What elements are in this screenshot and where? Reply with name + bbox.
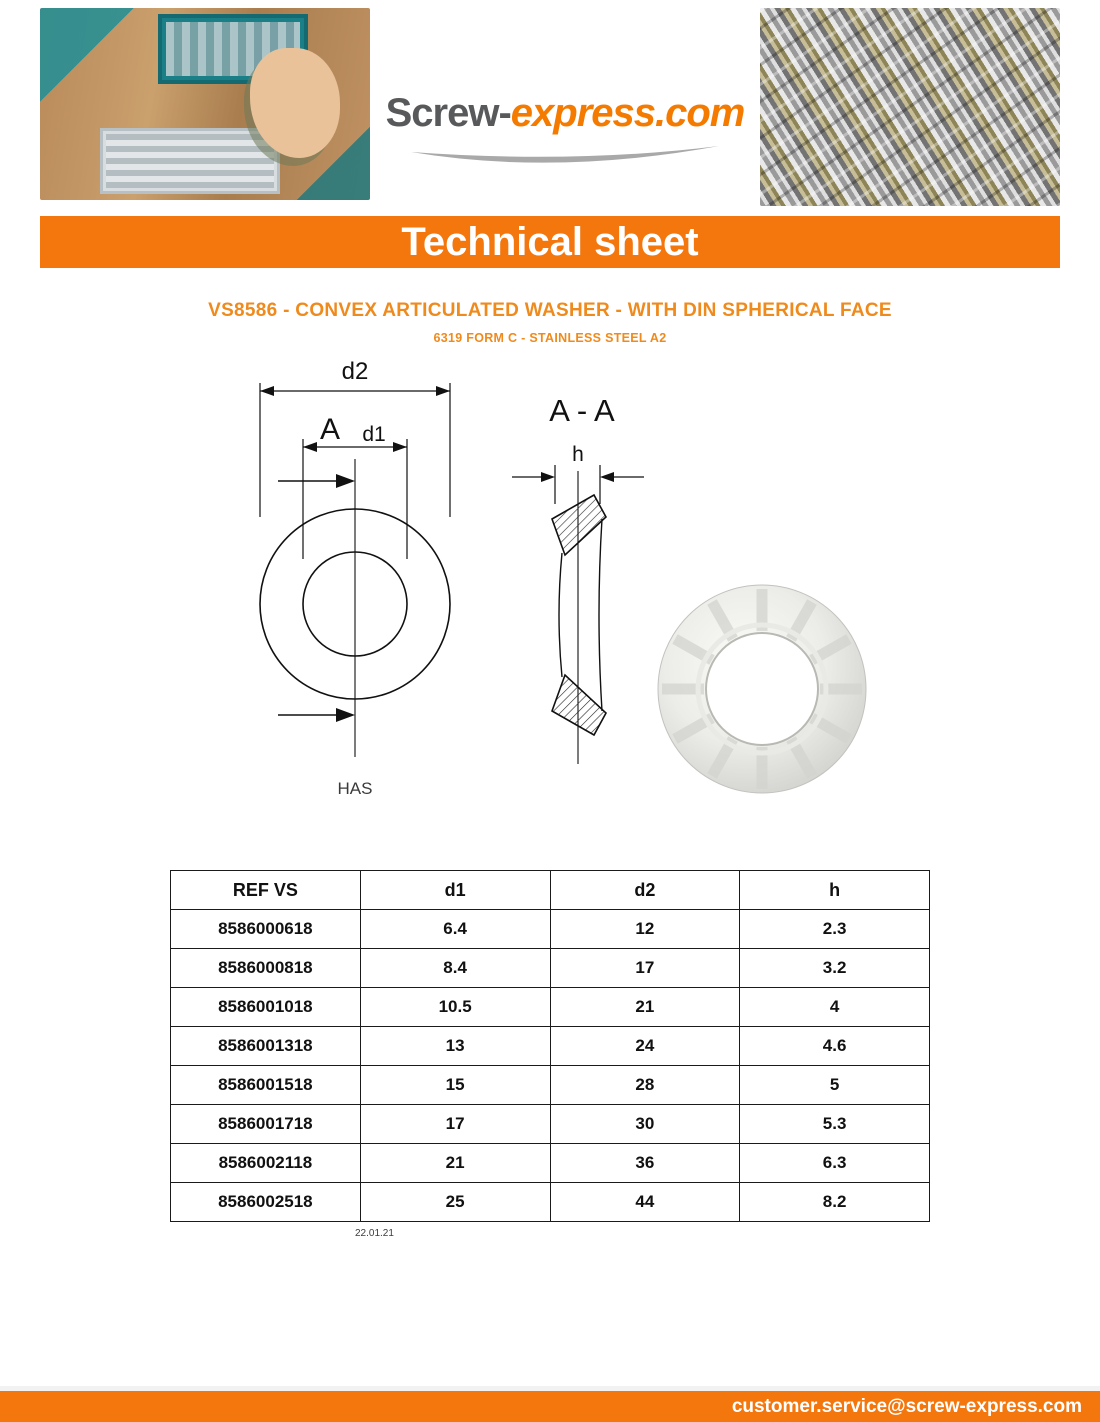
washer-section-view — [552, 471, 606, 764]
table-cell: 8586001718 — [171, 1105, 361, 1144]
header-ref-vs: REF VS — [171, 871, 361, 910]
footer-bar — [0, 1386, 1100, 1422]
table-cell: 8586001018 — [171, 988, 361, 1027]
product-title: VS8586 - CONVEX ARTICULATED WASHER - WITH DIN SPHERICAL FACE — [208, 300, 892, 321]
table-cell: 5 — [740, 1066, 930, 1105]
header — [0, 0, 1100, 210]
spec-table — [170, 870, 930, 1222]
table-row — [171, 1144, 930, 1183]
hardware-workbench-photo — [40, 8, 370, 200]
table-cell: 30 — [550, 1105, 740, 1144]
table-cell: 6.4 — [360, 910, 550, 949]
table-cell: 4.6 — [740, 1027, 930, 1066]
brand-logo-suffix: express.com — [510, 90, 745, 135]
logo-swoosh — [405, 142, 725, 168]
h-label: h — [572, 443, 584, 466]
table-cell: 10.5 — [360, 988, 550, 1027]
screws-pile-photo — [760, 8, 1060, 206]
product-subtitle: 6319 FORM C - STAINLESS STEEL A2 — [433, 331, 667, 345]
table-cell: 28 — [550, 1066, 740, 1105]
table-cell: 8586002518 — [171, 1183, 361, 1222]
brand-logo — [380, 8, 750, 210]
table-cell: 6.3 — [740, 1144, 930, 1183]
header-d1: d1 — [360, 871, 550, 910]
brand-logo-prefix: Screw- — [385, 90, 511, 135]
spec-table-section — [170, 870, 930, 1239]
has-label: HAS — [337, 779, 373, 798]
table-header-row — [171, 871, 930, 910]
header-h: h — [740, 871, 930, 910]
table-cell: 8.4 — [360, 949, 550, 988]
table-row — [171, 1066, 930, 1105]
table-cell: 17 — [550, 949, 740, 988]
washer-photo — [658, 585, 866, 793]
table-cell: 25 — [360, 1183, 550, 1222]
banner-title: Technical sheet — [401, 219, 699, 264]
table-cell: 12 — [550, 910, 740, 949]
table-cell: 8586001318 — [171, 1027, 361, 1066]
table-cell: 2.3 — [740, 910, 930, 949]
section-material-bottom — [552, 675, 606, 735]
table-cell: 8586001518 — [171, 1066, 361, 1105]
table-cell: 15 — [360, 1066, 550, 1105]
d2-label: d2 — [341, 359, 369, 385]
table-cell: 21 — [550, 988, 740, 1027]
table-row — [171, 1105, 930, 1144]
revision-date: 22.01.21 — [355, 1228, 394, 1239]
table-cell: 8586000618 — [171, 910, 361, 949]
table-cell: 24 — [550, 1027, 740, 1066]
d1-label: d1 — [362, 423, 386, 446]
table-cell: 8586000818 — [171, 949, 361, 988]
table-row — [171, 949, 930, 988]
washer-top-view — [260, 459, 450, 757]
screw-tray — [100, 128, 280, 194]
header-d2: d2 — [550, 871, 740, 910]
brand-logo-text — [386, 91, 745, 136]
technical-drawing — [150, 359, 890, 824]
section-cut-arrows — [278, 474, 355, 722]
table-cell: 8586002118 — [171, 1144, 361, 1183]
table-row — [171, 1027, 930, 1066]
table-cell: 5.3 — [740, 1105, 930, 1144]
table-cell: 36 — [550, 1144, 740, 1183]
section-a-label-top: A — [319, 413, 341, 446]
table-cell: 3.2 — [740, 949, 930, 988]
technical-drawing-svg — [150, 359, 890, 824]
table-row — [171, 988, 930, 1027]
section-aa-label: A - A — [549, 393, 615, 428]
technical-sheet-banner — [40, 216, 1060, 268]
table-row — [171, 1183, 930, 1222]
table-cell: 13 — [360, 1027, 550, 1066]
table-cell: 8.2 — [740, 1183, 930, 1222]
table-cell: 44 — [550, 1183, 740, 1222]
table-cell: 17 — [360, 1105, 550, 1144]
customer-service-email-link[interactable]: customer.service@screw-express.com — [731, 1395, 1082, 1417]
section-material-top — [552, 495, 606, 555]
table-cell: 4 — [740, 988, 930, 1027]
table-row — [171, 910, 930, 949]
table-cell: 21 — [360, 1144, 550, 1183]
